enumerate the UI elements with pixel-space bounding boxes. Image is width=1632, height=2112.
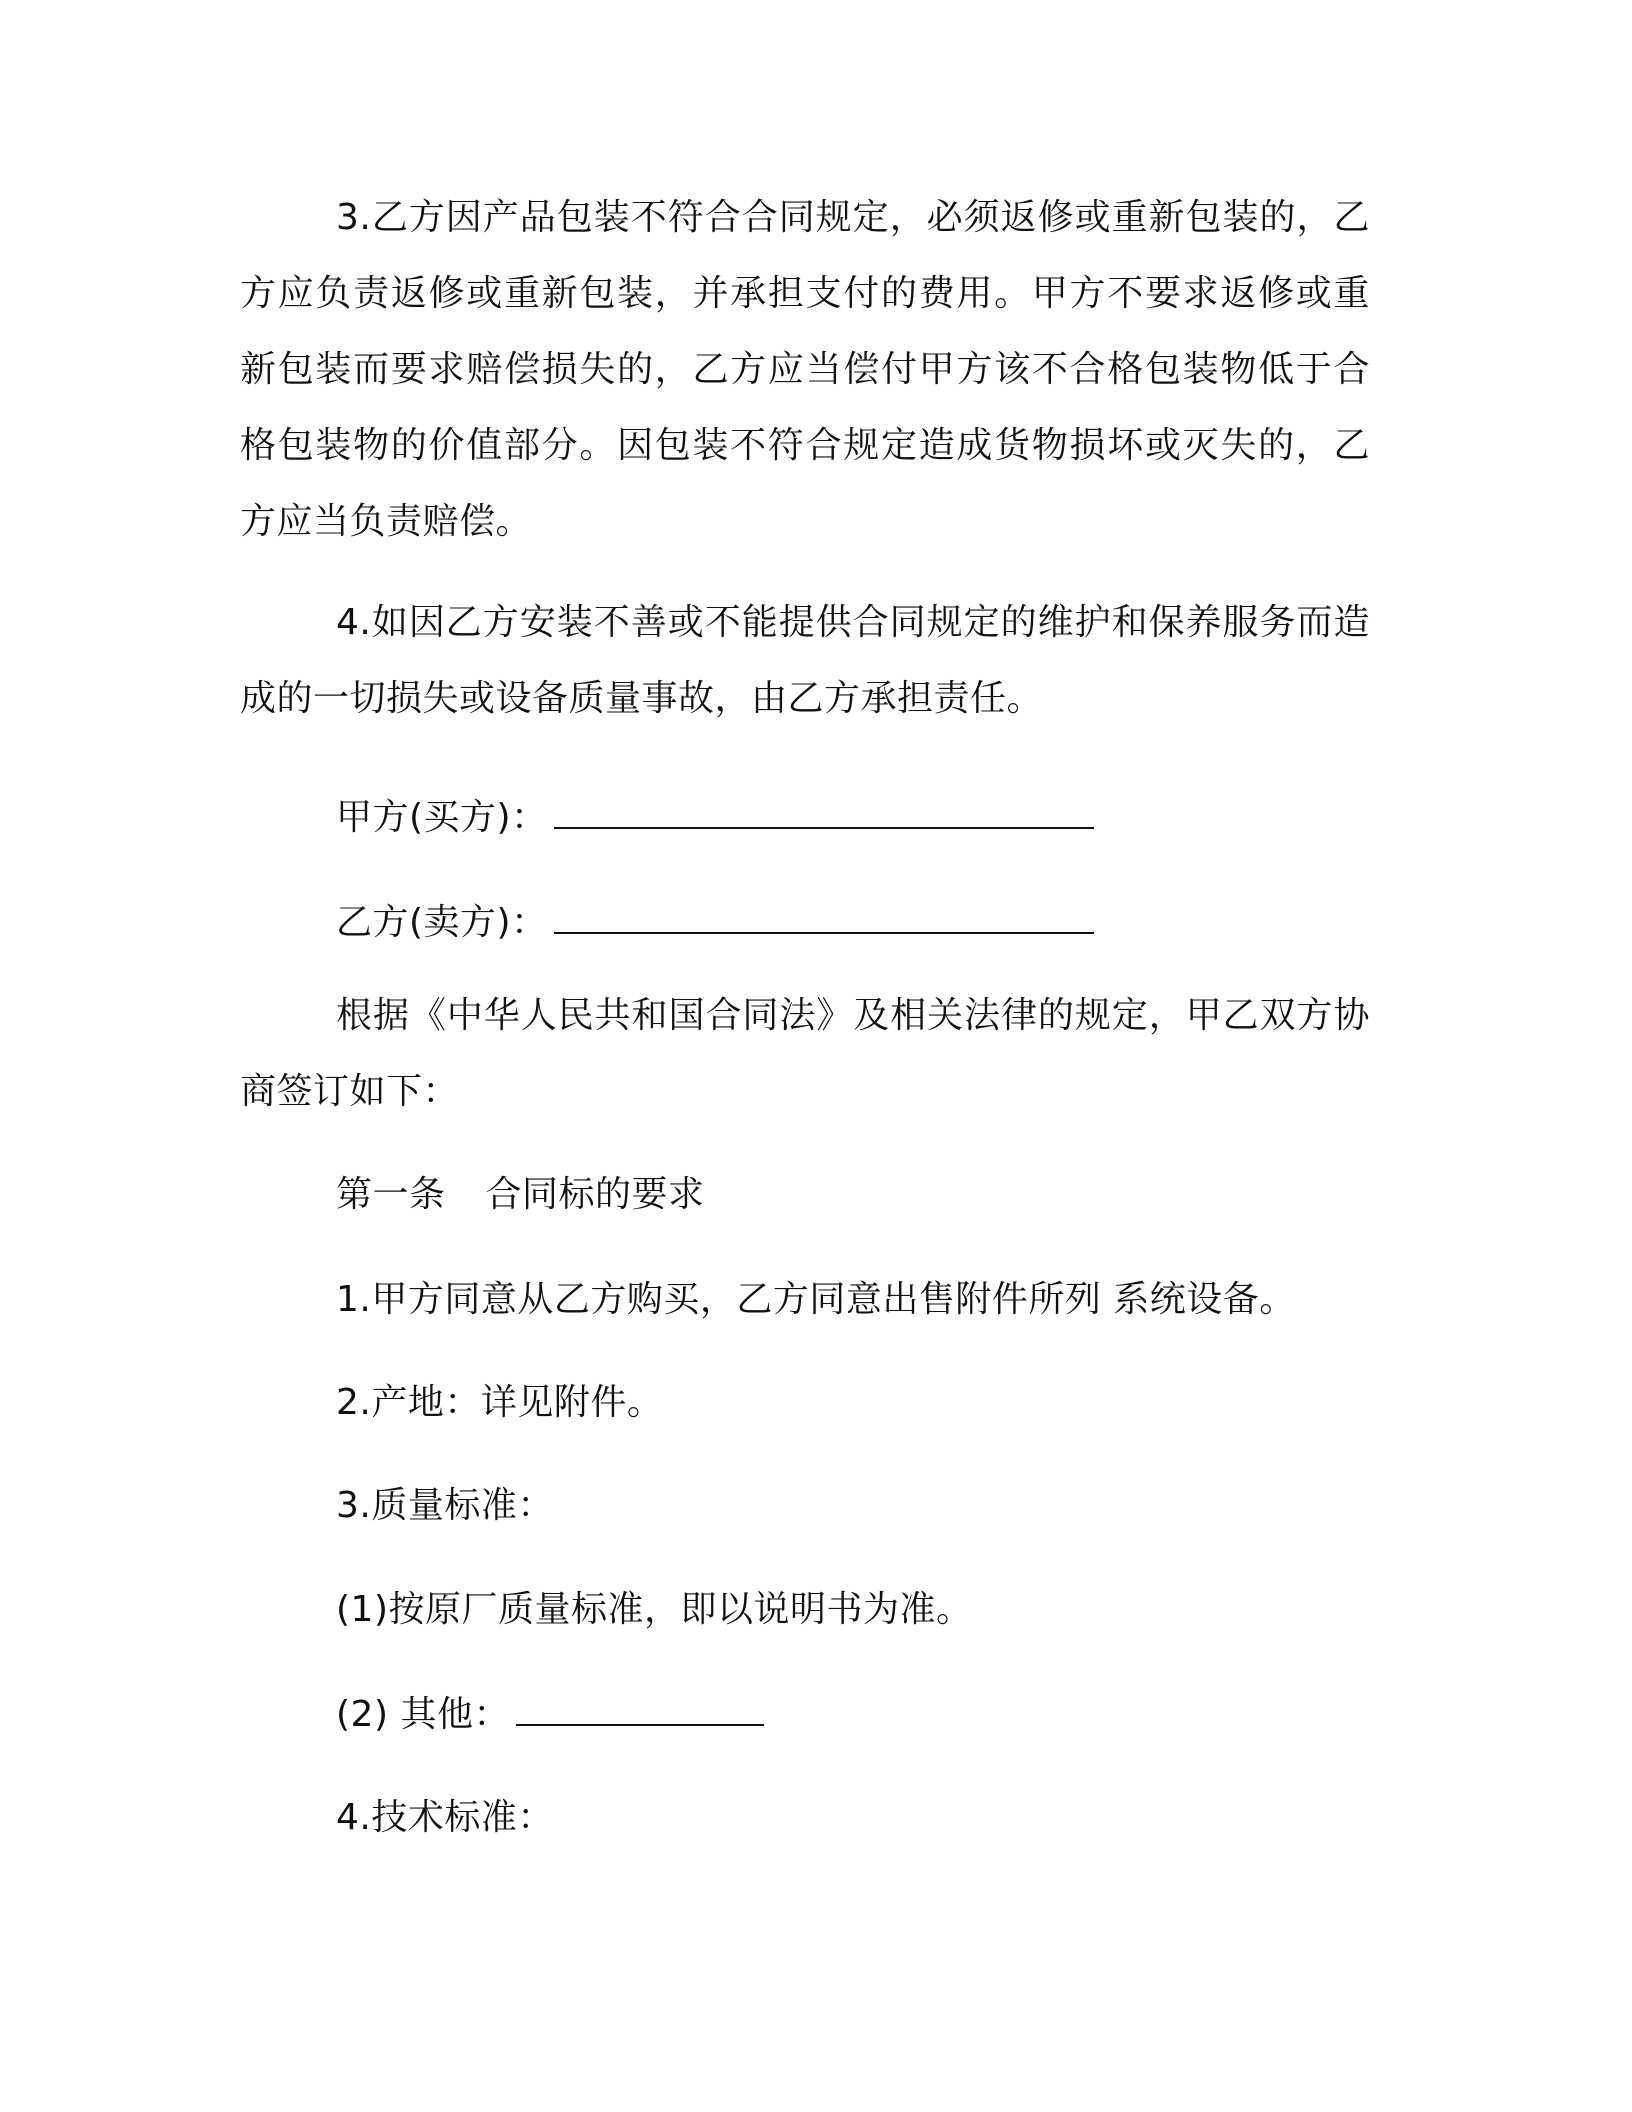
item-3-2-blank[interactable] (516, 1694, 764, 1726)
party-a-blank[interactable] (554, 797, 1094, 829)
item-3: 3.质量标准： (336, 1485, 554, 1526)
party-b-blank[interactable] (554, 902, 1094, 934)
item-3-2-label: (2) 其他： (336, 1694, 510, 1735)
item-3-2 (336, 1677, 764, 1753)
article-1-number: 第一条 (336, 1174, 446, 1215)
item-4: 4.技术标准： (336, 1797, 554, 1838)
item-1: 1.甲方同意从乙方购买，乙方同意出售附件所列 系统设备。 (336, 1279, 1296, 1320)
party-a-label: 甲方(买方)： (336, 797, 548, 838)
party-b-label: 乙方(卖方)： (336, 902, 548, 943)
item-2: 2.产地：详见附件。 (336, 1382, 664, 1423)
party-b-signature-line (336, 885, 1094, 961)
item-3-1: (1)按原厂质量标准，即以说明书为准。 (336, 1589, 973, 1630)
article-1-title: 合同标的要求 (485, 1174, 705, 1215)
party-a-signature-line (336, 780, 1094, 856)
preamble: 根据《中华人民共和国合同法》及相关法律的规定，甲乙双方协商签订如下： (240, 995, 1370, 1112)
clause-4-installation: 4.如因乙方安装不善或不能提供合同规定的维护和保养服务而造成的一切损失或设备质量事故，由乙方承担责任。 (240, 602, 1370, 719)
clause-3-packaging: 3.乙方因产品包装不符合合同规定，必须返修或重新包装的，乙方应负责返修或重新包装，并承担支付的费用。甲方不要求返修或重新包装而要求赔偿损失的，乙方应当偿付甲方该不合格包装物低于合格包装物的价值部分。因包装不符合规定造成货物损坏或灭失的，乙方应当负责赔偿。 (240, 197, 1370, 542)
article-1-heading (336, 1157, 705, 1233)
